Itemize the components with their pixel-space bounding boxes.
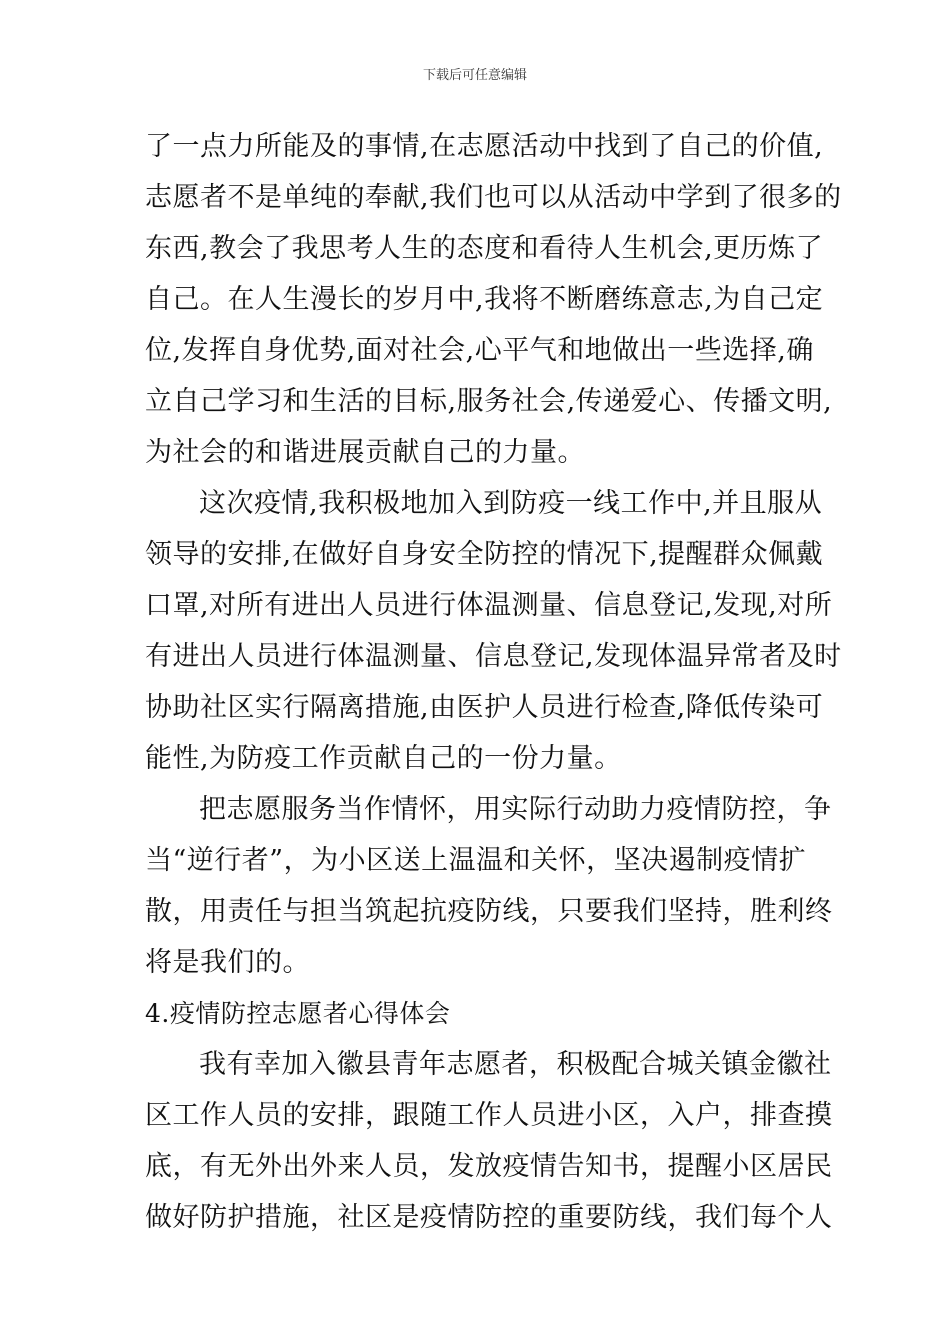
text-line: 当“逆行者”，为小区送上温温和关怀，坚决遏制疫情扩 <box>145 845 807 876</box>
text-line: 这次疫情,我积极地加入到防疫一线工作中,并且服从 <box>199 488 823 519</box>
page-header: 下载后可任意编辑 <box>422 68 527 83</box>
text-line: 了一点力所能及的事情,在志愿活动中找到了自己的价值, <box>145 131 824 162</box>
text-line: 协助社区实行隔离措施,由医护人员进行检查,降低传染可 <box>145 692 824 723</box>
text-line: 口罩,对所有进出人员进行体温测量、信息登记,发现,对所 <box>145 590 833 621</box>
text-line: 位,发挥自身优势,面对社会,心平气和地做出一些选择,确 <box>145 335 814 366</box>
text-line: 我有幸加入徽县青年志愿者，积极配合城关镇金徽社 <box>199 1049 832 1080</box>
text-line: 把志愿服务当作情怀，用实际行动助力疫情防控，争 <box>199 794 832 825</box>
text-line: 能性,为防疫工作贡献自己的一份力量。 <box>145 743 622 774</box>
text-line: 底，有无外出外来人员，发放疫情告知书，提醒小区居民 <box>145 1151 833 1182</box>
text-line: 自己。在人生漫长的岁月中,我将不断磨练意志,为自己定 <box>145 284 824 315</box>
section-heading: 4.疫情防控志愿者心得体会 <box>145 999 451 1028</box>
text-line: 东西,教会了我思考人生的态度和看待人生机会,更历炼了 <box>145 233 824 264</box>
text-line: 区工作人员的安排，跟随工作人员进小区，入户，排查摸 <box>145 1100 833 1131</box>
text-line: 散，用责任与担当筑起抗疫防线，只要我们坚持，胜利终 <box>145 896 833 927</box>
text-line: 为社会的和谐进展贡献自己的力量。 <box>145 437 585 468</box>
text-line: 立自己学习和生活的目标,服务社会,传递爱心、传播文明, <box>145 386 833 417</box>
text-line: 将是我们的。 <box>145 947 310 978</box>
text-line: 做好防护措施，社区是疫情防控的重要防线，我们每个人 <box>145 1202 833 1233</box>
text-line: 志愿者不是单纯的奉献,我们也可以从活动中学到了很多的 <box>145 182 842 213</box>
text-line: 有进出人员进行体温测量、信息登记,发现体温异常者及时 <box>145 641 842 672</box>
document-body <box>145 121 842 1243</box>
text-line: 领导的安排,在做好自身安全防控的情况下,提醒群众佩戴 <box>145 539 824 570</box>
